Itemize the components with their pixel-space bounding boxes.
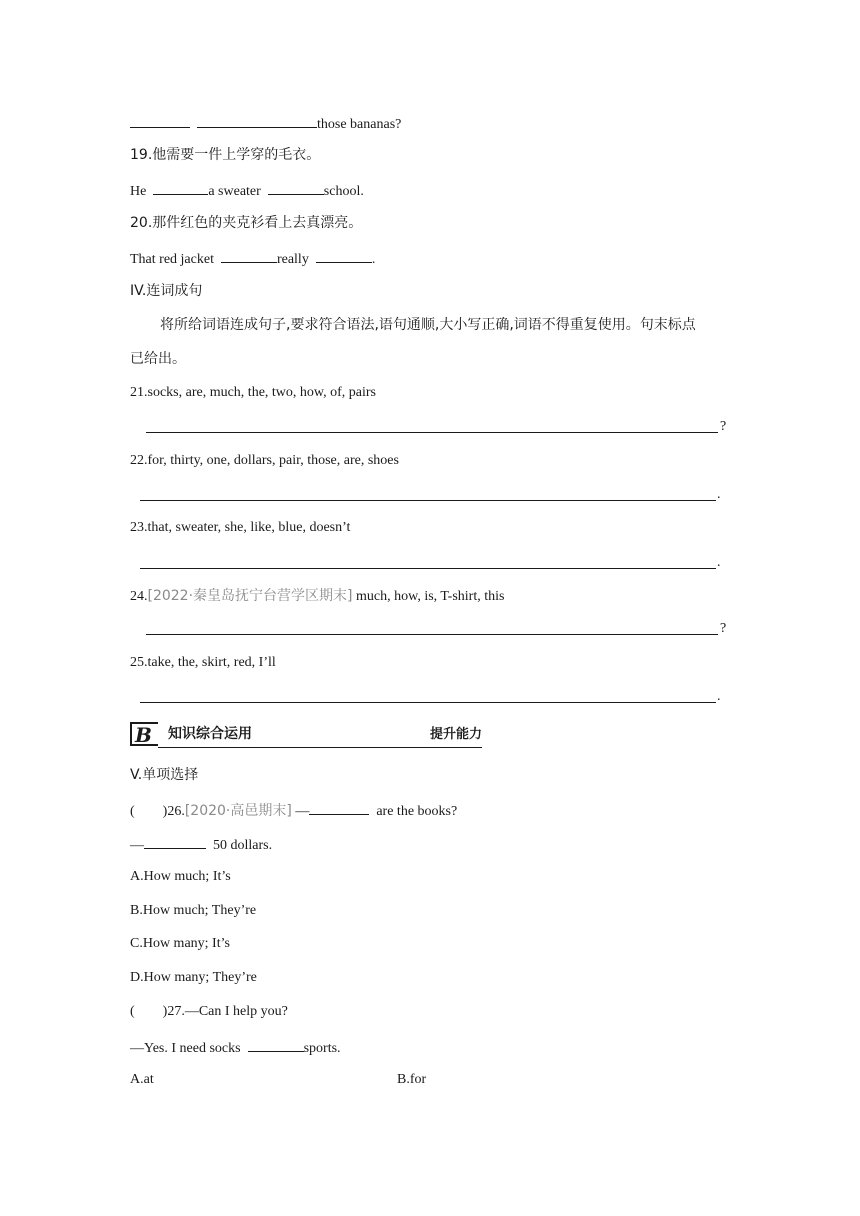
q27-option-a[interactable]: A.at xyxy=(130,1072,154,1087)
answer-blank[interactable] xyxy=(197,113,317,128)
q24-number: 24. xyxy=(130,589,148,604)
q25-words: 25.take, the, skirt, red, I’ll xyxy=(130,655,276,670)
q21-end-punct: ? xyxy=(720,419,727,434)
section-iv-instruction-1: 将所给词语连成句子,要求符合语法,语句通顺,大小写正确,词语不得重复使用。句末标点 xyxy=(160,317,696,333)
q23-words: 23.that, sweater, she, like, blue, doesn’t xyxy=(130,520,351,535)
q23-end-punct: . xyxy=(717,555,721,570)
section-badge-letter: B xyxy=(135,723,152,747)
q19-text-3: school. xyxy=(323,184,364,199)
q27-text-2: sports. xyxy=(303,1041,341,1056)
q27-text-1: —Yes. I need socks xyxy=(130,1041,245,1056)
answer-blank[interactable] xyxy=(309,800,369,815)
section-banner-rule xyxy=(158,747,482,748)
q20-text-2: really xyxy=(276,252,313,267)
q24-words-line xyxy=(130,587,504,606)
q24-end-punct: ? xyxy=(720,621,727,636)
q19-text-1: He xyxy=(130,184,150,199)
answer-blank[interactable] xyxy=(130,113,190,128)
q26-line-2 xyxy=(130,834,272,855)
q26-option-b[interactable]: B.How much; They’re xyxy=(130,903,257,918)
section-v-heading: V.单项选择 xyxy=(130,767,199,783)
section-banner-title: 知识综合运用 xyxy=(168,726,252,742)
q23-answer-line[interactable] xyxy=(140,554,730,572)
section-badge xyxy=(130,722,158,746)
q27-option-b[interactable]: B.for xyxy=(397,1072,427,1087)
q25-end-punct: . xyxy=(717,689,721,704)
q26-lead: ( )26. xyxy=(130,804,185,819)
section-banner xyxy=(130,722,482,748)
q18-tail: those bananas? xyxy=(317,117,402,132)
q21-words: 21.socks, are, much, the, two, how, of, pairs xyxy=(130,385,376,400)
q22-end-punct: . xyxy=(717,487,721,502)
q21-answer-line[interactable] xyxy=(146,418,736,436)
q26-tail-1: are the books? xyxy=(372,804,458,819)
q20-text-1: That red jacket xyxy=(130,252,218,267)
q24-source: [2022·秦皇岛抚宁台营学区期末] xyxy=(147,588,353,604)
q19-prompt: 19.他需要一件上学穿的毛衣。 xyxy=(130,147,321,163)
q20-answer-line xyxy=(130,248,375,269)
q26-tail-2: 50 dollars. xyxy=(209,838,273,853)
q27-line-2 xyxy=(130,1037,341,1058)
q26-option-c[interactable]: C.How many; It’s xyxy=(130,936,230,951)
q24-words: much, how, is, T-shirt, this xyxy=(352,589,505,604)
section-iv-instruction-2: 已给出。 xyxy=(130,351,186,367)
q26-dash-1: — xyxy=(291,804,310,819)
q22-answer-line[interactable] xyxy=(140,486,730,504)
answer-blank[interactable] xyxy=(153,180,208,195)
q20-prompt: 20.那件红色的夹克衫看上去真漂亮。 xyxy=(130,215,363,231)
q24-answer-line[interactable] xyxy=(146,620,736,638)
q19-answer-line xyxy=(130,180,364,201)
q26-option-d[interactable]: D.How many; They’re xyxy=(130,970,257,985)
section-banner-level: 提升能力 xyxy=(429,727,482,742)
q19-text-2: a sweater xyxy=(208,184,265,199)
answer-blank[interactable] xyxy=(144,834,206,849)
answer-blank[interactable] xyxy=(268,180,324,195)
section-iv-heading: IV.连词成句 xyxy=(130,283,203,299)
q26-option-a[interactable]: A.How much; It’s xyxy=(130,869,231,884)
answer-blank[interactable] xyxy=(221,248,277,263)
q27-line-1: ( )27.—Can I help you? xyxy=(130,1004,288,1019)
answer-blank[interactable] xyxy=(316,248,372,263)
q20-text-3: . xyxy=(371,252,376,267)
q18-answer-line xyxy=(130,113,401,134)
q26-source: [2020·高邑期末] xyxy=(184,803,292,819)
q22-words: 22.for, thirty, one, dollars, pair, those, are, shoes xyxy=(130,453,399,468)
q26-dash-2: — xyxy=(130,838,144,853)
q25-answer-line[interactable] xyxy=(140,688,730,706)
q26-line-1 xyxy=(130,800,457,821)
answer-blank[interactable] xyxy=(248,1037,304,1052)
